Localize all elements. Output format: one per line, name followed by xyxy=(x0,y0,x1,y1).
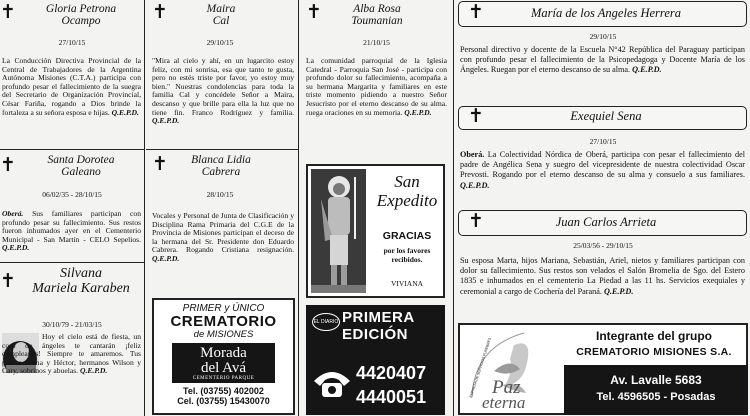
obituary-date: 21/10/15 xyxy=(363,38,390,47)
ad-thanks: GRACIAS xyxy=(382,230,432,242)
obituary-date: 30/10/79 - 21/03/15 xyxy=(42,320,102,329)
obituary-name: María de los Angeles Herrera xyxy=(531,6,681,20)
obituary-name: Blanca Lidia Cabrera xyxy=(191,154,251,178)
ad-heading: Integrante del grupo xyxy=(595,329,712,343)
obituary-date: 27/10/15 xyxy=(58,38,86,47)
saint-image xyxy=(311,169,366,293)
ad-black-panel xyxy=(172,343,275,383)
obituary-name: Santa Dorotea Galeano xyxy=(47,154,115,178)
obituary-name: Exequiel Sena xyxy=(570,109,642,123)
cross-icon: ✝ xyxy=(0,270,16,292)
ad-title: PRIMERA xyxy=(342,309,415,326)
ad-phone: Tel. 4596505 - Posadas xyxy=(596,391,716,403)
obituary-name: Alba Rosa Toumanian xyxy=(351,3,403,27)
primera-edicion-ad xyxy=(306,305,445,415)
cross-icon: ✝ xyxy=(152,153,168,175)
ad-title: EDICIÓN xyxy=(342,326,409,343)
ad-title: CREMATORIO xyxy=(170,313,277,330)
ad-phone: 4420407 xyxy=(356,363,427,383)
obituary-text: Hoy el cielo está de fiesta, un coro de ángeles te cantarán ¡feliz cumpleaños! Siempre te amaremos. Tus padres Reina y Héctor, hermanos Wilson y Cary, sobrinos y abuelas. Q.E.P.D. xyxy=(2,332,141,376)
obituary-text: Personal directivo y docente de la Escuela N°42 República del Paraguay participan con profundo pesar el fallecimiento de la Psicopedagoga y Docente María de los Ángeles. Ruegan por el eterno descanso de su alma. Q.E.P.D. xyxy=(460,45,745,75)
obituary-text: La Conducción Directiva Provincial de la Central de Trabajadores de la Argentina Autónoma Misiones (C.T.A.) participa con profundo pesar el fallecimiento de la suegra del Secretario de Organización Provincial, César Fariña, rogando a Dios brinde la fortaleza a su señora esposa e hijas. Q.E.P.D. xyxy=(2,56,141,117)
ad-phone: Tel. (03755) 402002 xyxy=(183,386,264,396)
right-section xyxy=(456,0,750,416)
ad-caption: recibidos. xyxy=(391,255,423,264)
ad-address: Av. Lavalle 5683 xyxy=(610,373,702,387)
paz-eterna-logo xyxy=(464,327,564,413)
obituary-date: 25/03/56 - 29/10/15 xyxy=(573,241,633,250)
column-rule-2 xyxy=(298,0,299,416)
phone-icon xyxy=(310,359,354,403)
ad-caption: CEMENTERIO PARQUE xyxy=(192,376,255,381)
divider xyxy=(0,149,144,150)
ad-title: Expedito xyxy=(376,191,438,210)
crematorio-ad xyxy=(152,298,295,415)
cross-icon: ✝ xyxy=(306,1,322,23)
san-expedito-ad xyxy=(306,164,445,298)
ad-brand: Morada xyxy=(200,345,247,361)
obituary-date: 29/10/15 xyxy=(589,32,617,41)
obituary-name: Silvana Mariela Karaben xyxy=(32,266,130,296)
ad-line: PRIMER y ÚNICO xyxy=(182,303,265,314)
obituary-text: Vocales y Personal de Junta de Clasificación y Disciplina Rama Primaria del C.G.E de la Provincia de Misiones participan el deceso de la hermana del Sr. Presidente don Eduardo Cabrera. Rogando Cristiana resignación. Q.E.P.D. xyxy=(152,211,294,263)
cross-icon: ✝ xyxy=(0,154,16,176)
column-rule-1 xyxy=(144,0,145,416)
cross-icon: ✝ xyxy=(0,1,16,23)
paz-eterna-ad xyxy=(458,323,748,415)
column-rule-3 xyxy=(453,0,454,416)
ad-phone: Cel. (03755) 15430070 xyxy=(177,396,270,406)
obituary-name: Gloria Petrona Ocampo xyxy=(45,3,117,27)
obituary-date: 28/10/15 xyxy=(206,190,234,199)
logo-text: Paz xyxy=(492,377,521,398)
obituary-text: Oberá. La Colectividad Nórdica de Oberá, participa con pesar el fallecimiento del padre de Angélica Sena y suegro del vicepresidente de nuestra colectividad Oscar Prevosti. Rogando por el eterno descanso de su alma y consuelo a sus familiares. Q.E.P.D. xyxy=(460,150,745,190)
obituary-text: La comunidad parroquial de la Iglesia Catedral - Parroquia San José - participa con profundo dolor su fallecimiento, acompaña a su hermana Margarita y familiares en este triste momento pidiendo a nuestro Señor Jesucristo por el eterno descanso de su alma. ruega oraciones en su memoria. Q.E.P.D. xyxy=(306,56,447,117)
ad-signer: VIVIANA xyxy=(390,279,424,288)
ad-phone: 4440051 xyxy=(356,387,427,407)
obituary-name: Maira Cal xyxy=(206,3,236,27)
obituary-text: "Mira al cielo y ahí, en un lugarcito estoy feliz, con mi sonrisa, esa que tanto te gusta, pero no estés triste por favor, yo estoy muy bien." Nuestras condolencias para toda la familia Cal y concédele Señor a Maira, descanso y que brille para ella la luz que no tiene fin. Franco Rodríguez y familia. Q.E.P.D. xyxy=(152,56,294,126)
column-1 xyxy=(0,0,144,416)
divider xyxy=(0,262,144,263)
ad-badge: EL DIARIO xyxy=(312,313,340,331)
obituary-date: 29/10/15 xyxy=(206,38,234,47)
obituary-text: Su esposa Marta, hijos Mariana, Sebastián, Ariel, nietos y familiares participan con dolor su fallecimiento. Sus restos son velados el Salón Bromelia de Sgo. del Estero 1835 e inhumados en el cementerio La Piedad a las 11 hs. Servicios exequiales y ceremonial a cargo de Cochería del Paraná. Q.E.P.D. xyxy=(460,256,745,296)
ad-caption: por los favores xyxy=(383,246,431,255)
column-2 xyxy=(146,0,298,416)
ad-black-panel xyxy=(564,365,748,415)
ad-brand: del Avá xyxy=(200,360,247,376)
ad-line: de MISIONES xyxy=(193,329,254,340)
ad-heading: CREMATORIO MISIONES S.A. xyxy=(576,346,732,358)
divider xyxy=(146,149,298,150)
obituary-text: Oberá. Sus familiares participan con profundo pesar su fallecimiento. Sus restos fueron inhumados ayer en el Cementerio Municipal - San Martín - CELO Sepelios. Q.E.P.D. xyxy=(2,209,141,253)
cross-icon: ✝ xyxy=(152,1,168,23)
obituary-name: Juan Carlos Arrieta xyxy=(555,215,657,229)
cross-icon: ✝ xyxy=(468,1,484,23)
obituary-date: 06/02/35 - 28/10/15 xyxy=(42,190,102,199)
column-3 xyxy=(300,0,453,416)
logo-text: eterna xyxy=(482,393,526,412)
ad-title: San xyxy=(394,172,420,191)
logo-arc-text: EMPRESA DE SERVICIOS FÚNEBRES xyxy=(468,337,493,399)
obituary-date: 27/10/15 xyxy=(589,137,617,146)
cross-icon: ✝ xyxy=(468,105,484,127)
cross-icon: ✝ xyxy=(468,210,484,232)
